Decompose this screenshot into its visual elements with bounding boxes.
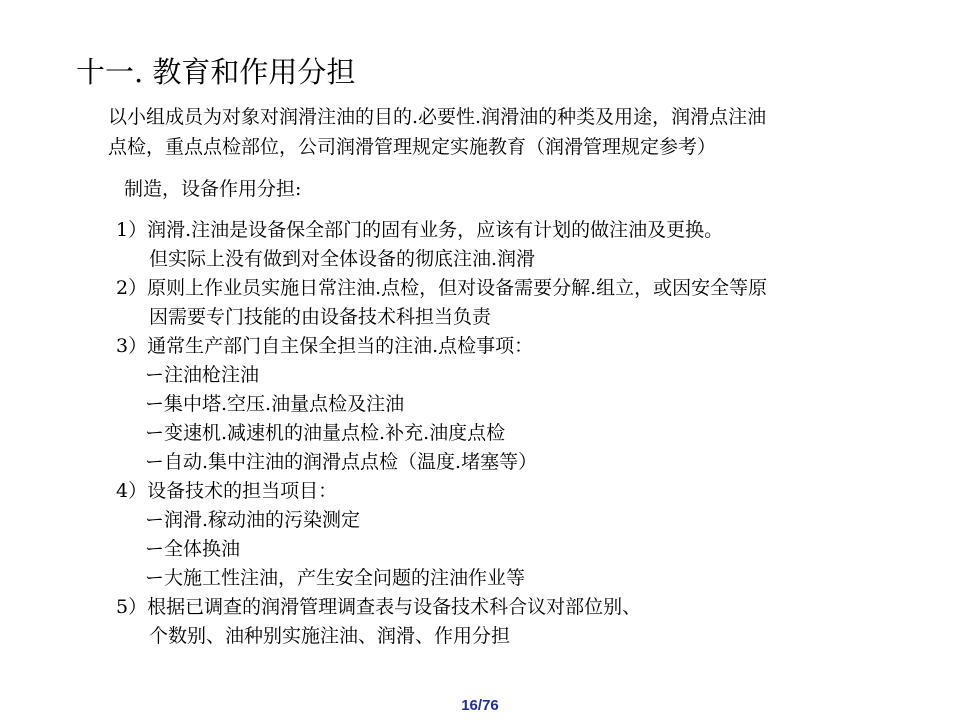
intro-paragraph	[108, 102, 948, 162]
item-1-line-2: 但实际上没有做到对全体设备的彻底注油.润滑	[149, 248, 536, 270]
intro-line-2: 点检，重点点检部位，公司润滑管理规定实施教育（润滑管理规定参考）	[108, 136, 717, 158]
item-5-line-2: 个数别、油种别实施注油、润滑、作用分担	[149, 625, 511, 647]
page-number: 16/76	[461, 697, 499, 714]
subheading: 制造，设备作用分担:	[124, 178, 302, 200]
item-4-sub-3: ー大施工性注油，产生安全问题的注油作业等	[145, 567, 526, 589]
item-3-sub-1: ー注油枪注油	[145, 364, 260, 386]
item-5-line-1: 5）根据已调查的润滑管理调查表与设备技术科合议对部位别、	[116, 596, 642, 618]
item-1-line-1: 1）润滑.注油是设备保全部门的固有业务，应该有计划的做注油及更换。	[116, 219, 724, 241]
intro-line-1: 以小组成员为对象对润滑注油的目的.必要性.润滑油的种类及用途，润滑点注油	[108, 106, 767, 128]
item-3-sub-4: ー自动.集中注油的润滑点点检（温度.堵塞等）	[145, 451, 538, 473]
item-4-sub-2: ー全体换油	[145, 538, 241, 560]
slide-title: 十一. 教育和作用分担	[76, 55, 356, 89]
item-3-line-1: 3）通常生产部门自主保全担当的注油.点检事项：	[116, 335, 534, 357]
item-list	[116, 216, 767, 651]
item-3-sub-2: ー集中塔.空压.油量点检及注油	[145, 393, 405, 415]
item-3-sub-3: ー变速机.减速机的油量点检.补充.油度点检	[145, 422, 506, 444]
item-4-sub-1: ー润滑.稼动油的污染测定	[145, 509, 361, 531]
item-2-line-2: 因需要专门技能的由设备技术科担当负责	[149, 306, 492, 328]
item-2-line-1: 2）原则上作业员实施日常注油.点检，但对设备需要分解.组立，或因安全等原	[116, 277, 768, 299]
item-4-line-1: 4）设备技术的担当项目：	[116, 480, 338, 502]
